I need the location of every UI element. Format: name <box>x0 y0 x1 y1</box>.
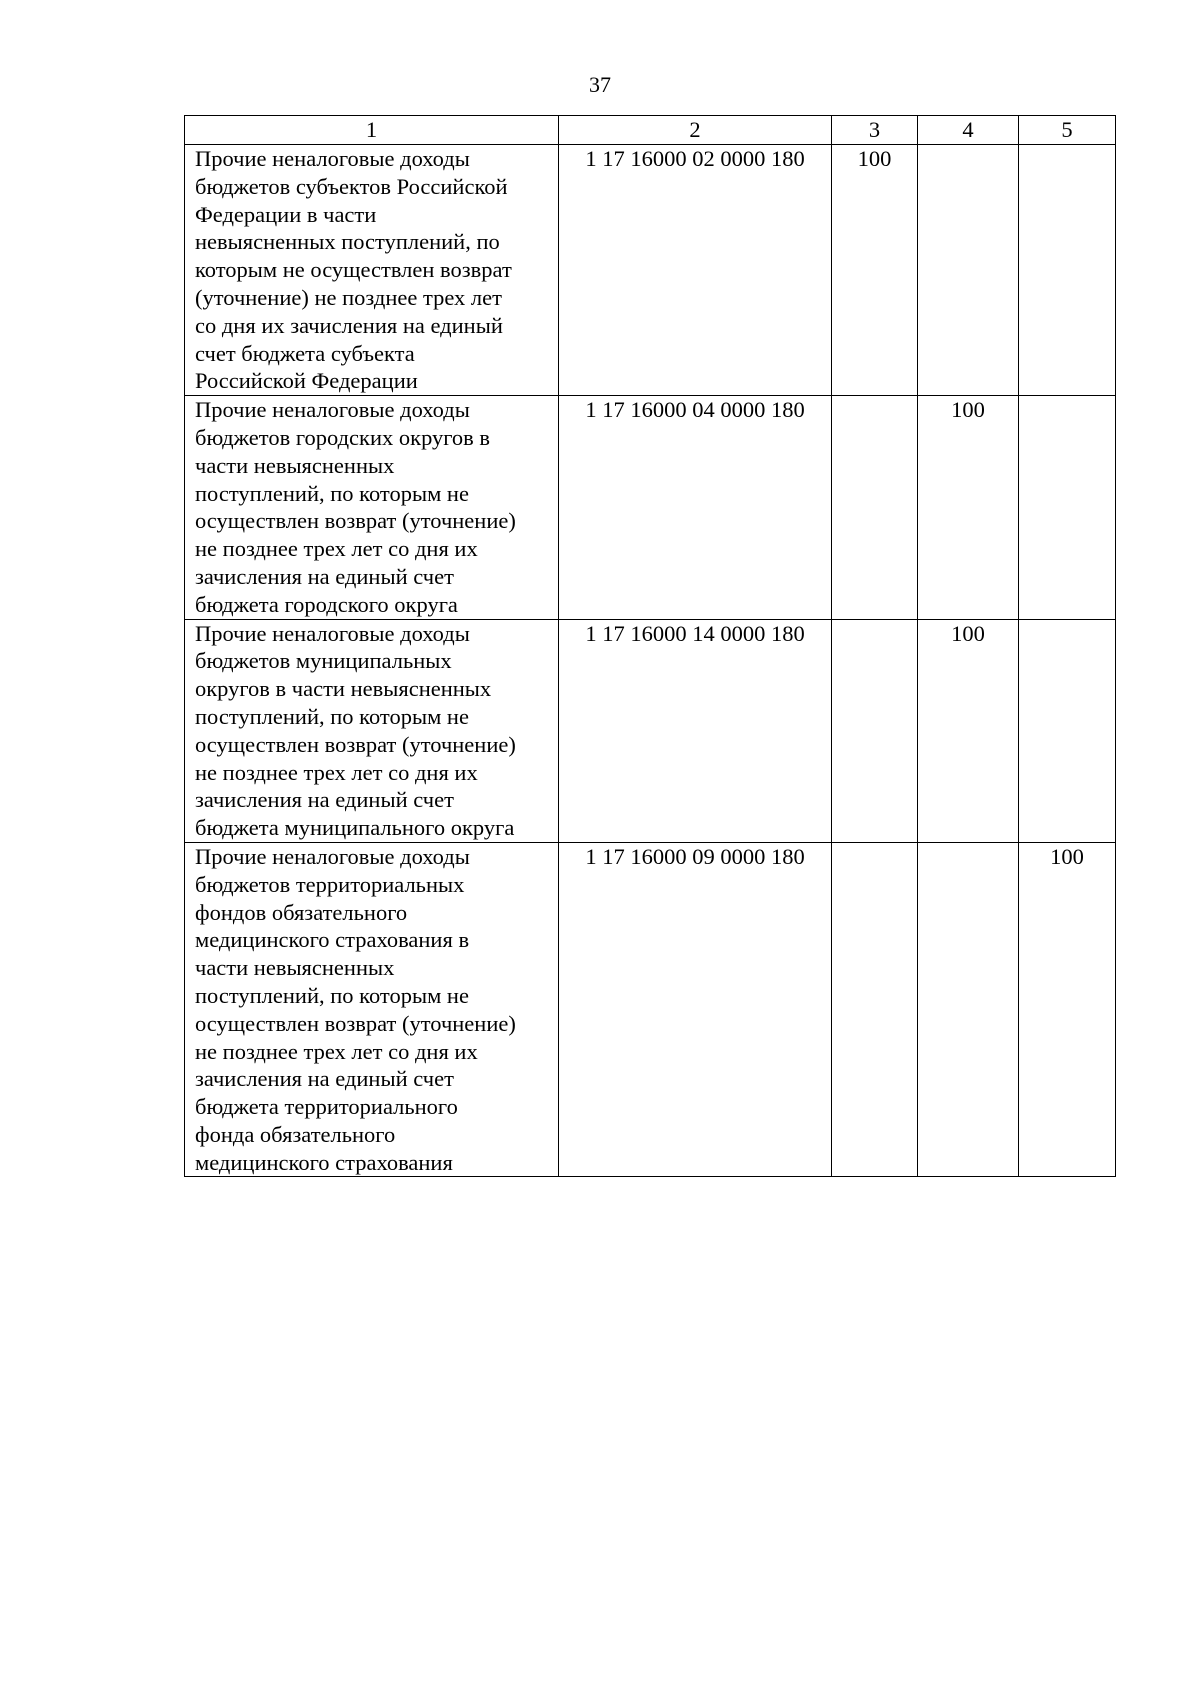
budget-code-cell: 1 17 16000 09 0000 180 <box>559 842 832 1177</box>
income-name-line: поступлений, по которым не <box>195 480 469 506</box>
income-name-line: зачисления на единый счет <box>195 563 454 589</box>
income-name-line: бюджетов субъектов Российской <box>195 173 508 199</box>
income-name-line: части невыясненных <box>195 452 395 478</box>
header-cell-5: 5 <box>1019 116 1116 145</box>
table-row <box>185 842 1116 1177</box>
income-name-line: бюджетов городских округов в <box>195 424 491 450</box>
header-cell-2: 2 <box>559 116 832 145</box>
income-name-line: Федерации в части <box>195 201 377 227</box>
income-name-line: осуществлен возврат (уточнение) <box>195 1010 516 1036</box>
income-name-cell <box>185 145 559 396</box>
table-header-row <box>185 116 1116 145</box>
income-name-line: зачисления на единый счет <box>195 1066 454 1092</box>
income-name-line: бюджета городского округа <box>195 591 458 617</box>
value-cell-col3: 100 <box>832 145 918 396</box>
income-name-line: Прочие неналоговые доходы <box>195 620 470 646</box>
income-name-line: осуществлен возврат (уточнение) <box>195 508 516 534</box>
income-name-line: поступлений, по которым не <box>195 982 469 1008</box>
value-cell-col5 <box>1019 145 1116 396</box>
budget-code-cell: 1 17 16000 04 0000 180 <box>559 396 832 619</box>
budget-code-cell: 1 17 16000 14 0000 180 <box>559 619 832 842</box>
page-number: 37 <box>589 72 611 97</box>
income-name-line: (уточнение) не позднее трех лет <box>195 284 502 310</box>
value-cell-col4: 100 <box>918 619 1019 842</box>
income-name-cell <box>185 842 559 1177</box>
income-name-line: медицинского страхования в <box>195 927 470 953</box>
value-cell-col5: 100 <box>1019 842 1116 1177</box>
income-name-line: счет бюджета субъекта <box>195 340 415 366</box>
budget-classification-table <box>184 115 1116 1177</box>
income-name-line: бюджета территориального <box>195 1094 458 1120</box>
table-body <box>185 145 1116 1177</box>
income-name-line: осуществлен возврат (уточнение) <box>195 731 516 757</box>
income-name-line: медицинского страхования <box>195 1149 453 1175</box>
income-name-line: фонда обязательного <box>195 1121 396 1147</box>
header-cell-4: 4 <box>918 116 1019 145</box>
budget-code-cell: 1 17 16000 02 0000 180 <box>559 145 832 396</box>
value-cell-col5 <box>1019 396 1116 619</box>
income-name-line: Российской Федерации <box>195 368 418 394</box>
header-cell-1: 1 <box>185 116 559 145</box>
income-name-line: части невыясненных <box>195 955 395 981</box>
income-name-line: не позднее трех лет со дня их <box>195 536 478 562</box>
table-row <box>185 145 1116 396</box>
income-name-line: не позднее трех лет со дня их <box>195 759 478 785</box>
table-row <box>185 619 1116 842</box>
income-name-line: бюджета муниципального округа <box>195 815 515 841</box>
income-name-cell <box>185 396 559 619</box>
income-name-line: Прочие неналоговые доходы <box>195 843 470 869</box>
value-cell-col3 <box>832 842 918 1177</box>
income-name-line: бюджетов территориальных <box>195 871 465 897</box>
income-name-line: фондов обязательного <box>195 899 408 925</box>
income-name-line: зачисления на единый счет <box>195 787 454 813</box>
income-name-line: бюджетов муниципальных <box>195 648 452 674</box>
income-name-line: округов в части невыясненных <box>195 676 492 702</box>
value-cell-col5 <box>1019 619 1116 842</box>
value-cell-col4 <box>918 145 1019 396</box>
income-name-line: поступлений, по которым не <box>195 703 469 729</box>
table-row <box>185 396 1116 619</box>
income-name-line: невыясненных поступлений, по <box>195 229 500 255</box>
income-name-line: Прочие неналоговые доходы <box>195 397 470 423</box>
income-name-line: со дня их зачисления на единый <box>195 312 503 338</box>
header-cell-3: 3 <box>832 116 918 145</box>
income-name-line: Прочие неналоговые доходы <box>195 146 470 171</box>
value-cell-col3 <box>832 396 918 619</box>
income-name-line: которым не осуществлен возврат <box>195 257 512 283</box>
value-cell-col4: 100 <box>918 396 1019 619</box>
value-cell-col3 <box>832 619 918 842</box>
value-cell-col4 <box>918 842 1019 1177</box>
income-name-cell <box>185 619 559 842</box>
income-name-line: не позднее трех лет со дня их <box>195 1038 478 1064</box>
